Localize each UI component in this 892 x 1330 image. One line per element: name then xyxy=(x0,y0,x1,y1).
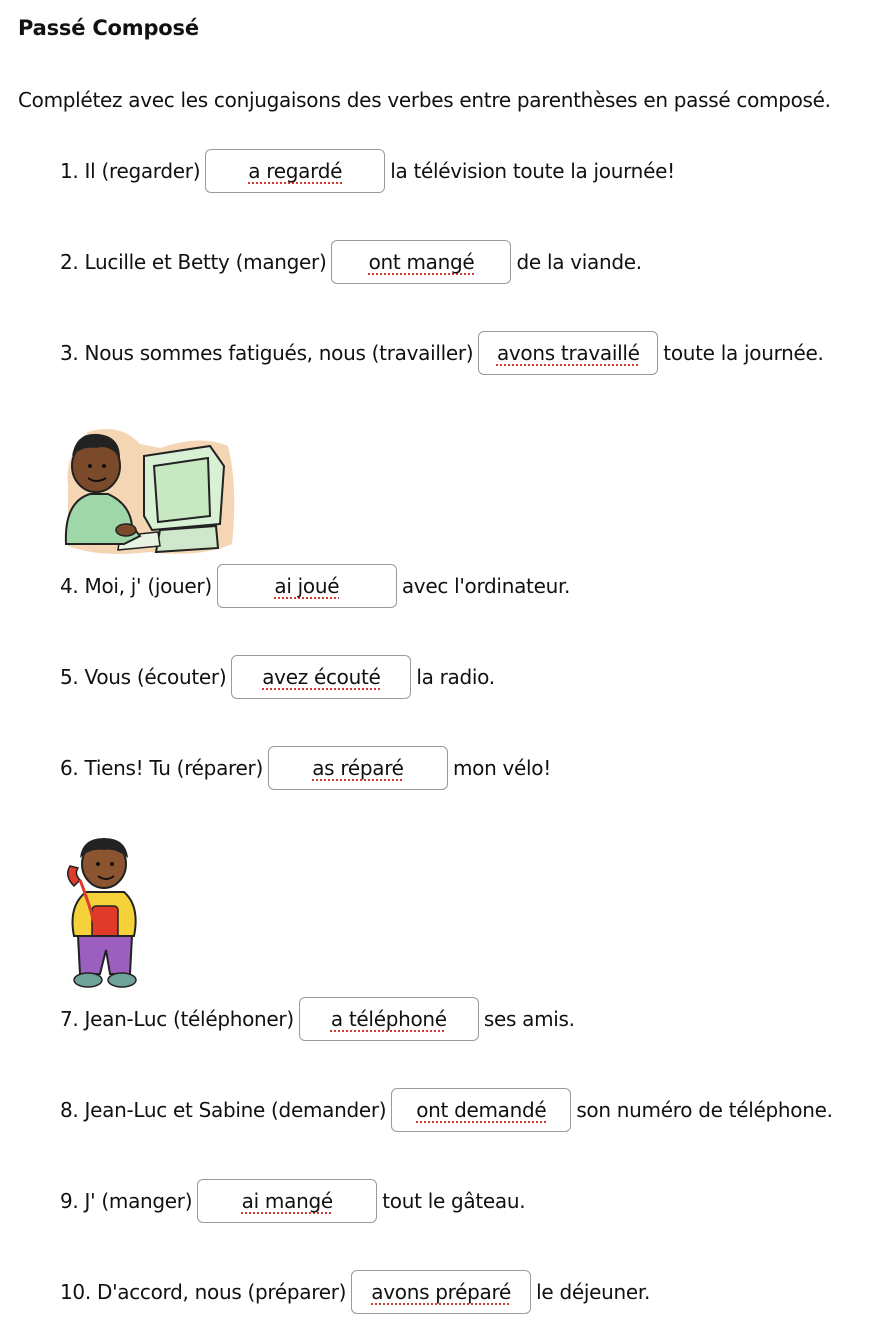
question-2-answer: ont mangé xyxy=(368,250,475,274)
question-10-answer-field[interactable] xyxy=(351,1270,531,1314)
question-10-suffix: le déjeuner. xyxy=(536,1280,651,1304)
question-9-answer: ai mangé xyxy=(241,1189,333,1213)
boy-telephone-icon xyxy=(60,836,144,998)
question-6-answer-field[interactable] xyxy=(268,746,448,790)
question-2-answer-field[interactable] xyxy=(331,240,511,284)
question-8-suffix: son numéro de téléphone. xyxy=(576,1098,833,1122)
question-10-prefix: 10. D'accord, nous (préparer) xyxy=(60,1280,347,1304)
question-8 xyxy=(60,1087,833,1133)
question-4-suffix: avec l'ordinateur. xyxy=(401,574,571,598)
question-5-suffix: la radio. xyxy=(416,665,495,689)
question-5 xyxy=(60,654,495,700)
question-1-answer-field[interactable] xyxy=(205,149,385,193)
question-9-answer-field[interactable] xyxy=(197,1179,377,1223)
question-7-answer: a téléphoné xyxy=(330,1007,447,1031)
question-8-answer-field[interactable] xyxy=(391,1088,571,1132)
page-title: Passé Composé xyxy=(18,16,199,40)
question-1-prefix: 1. Il (regarder) xyxy=(60,159,201,183)
question-8-prefix: 8. Jean-Luc et Sabine (demander) xyxy=(60,1098,387,1122)
question-4 xyxy=(60,563,570,609)
question-9-prefix: 9. J' (manger) xyxy=(60,1189,193,1213)
question-4-answer: ai joué xyxy=(274,574,340,598)
instructions: Complétez avec les conjugaisons des verbes entre parenthèses en passé composé. xyxy=(18,88,831,112)
question-3-prefix: 3. Nous sommes fatigués, nous (travailler) xyxy=(60,341,474,365)
question-1-answer: a regardé xyxy=(248,159,343,183)
question-10 xyxy=(60,1269,650,1315)
question-5-answer-field[interactable] xyxy=(231,655,411,699)
question-4-answer-field[interactable] xyxy=(217,564,397,608)
question-6-prefix: 6. Tiens! Tu (réparer) xyxy=(60,756,263,780)
question-6-answer: as réparé xyxy=(312,756,404,780)
question-7 xyxy=(60,996,575,1042)
question-2-suffix: de la viande. xyxy=(516,250,642,274)
question-7-answer-field[interactable] xyxy=(299,997,479,1041)
question-9 xyxy=(60,1178,525,1224)
question-7-prefix: 7. Jean-Luc (téléphoner) xyxy=(60,1007,294,1031)
question-10-answer: avons préparé xyxy=(371,1280,512,1304)
boy-computer-icon xyxy=(60,426,238,562)
question-7-suffix: ses amis. xyxy=(483,1007,575,1031)
question-9-suffix: tout le gâteau. xyxy=(382,1189,526,1213)
question-2-prefix: 2. Lucille et Betty (manger) xyxy=(60,250,327,274)
question-1-suffix: la télévision toute la journée! xyxy=(390,159,675,183)
question-2 xyxy=(60,239,642,285)
question-4-prefix: 4. Moi, j' (jouer) xyxy=(60,574,212,598)
question-3-answer-field[interactable] xyxy=(478,331,658,375)
question-6 xyxy=(60,745,551,791)
question-3-suffix: toute la journée. xyxy=(663,341,824,365)
question-3 xyxy=(60,330,824,376)
question-1 xyxy=(60,148,675,194)
question-5-answer: avez écouté xyxy=(262,665,381,689)
question-8-answer: ont demandé xyxy=(416,1098,547,1122)
question-6-suffix: mon vélo! xyxy=(452,756,551,780)
question-5-prefix: 5. Vous (écouter) xyxy=(60,665,227,689)
question-3-answer: avons travaillé xyxy=(496,341,640,365)
